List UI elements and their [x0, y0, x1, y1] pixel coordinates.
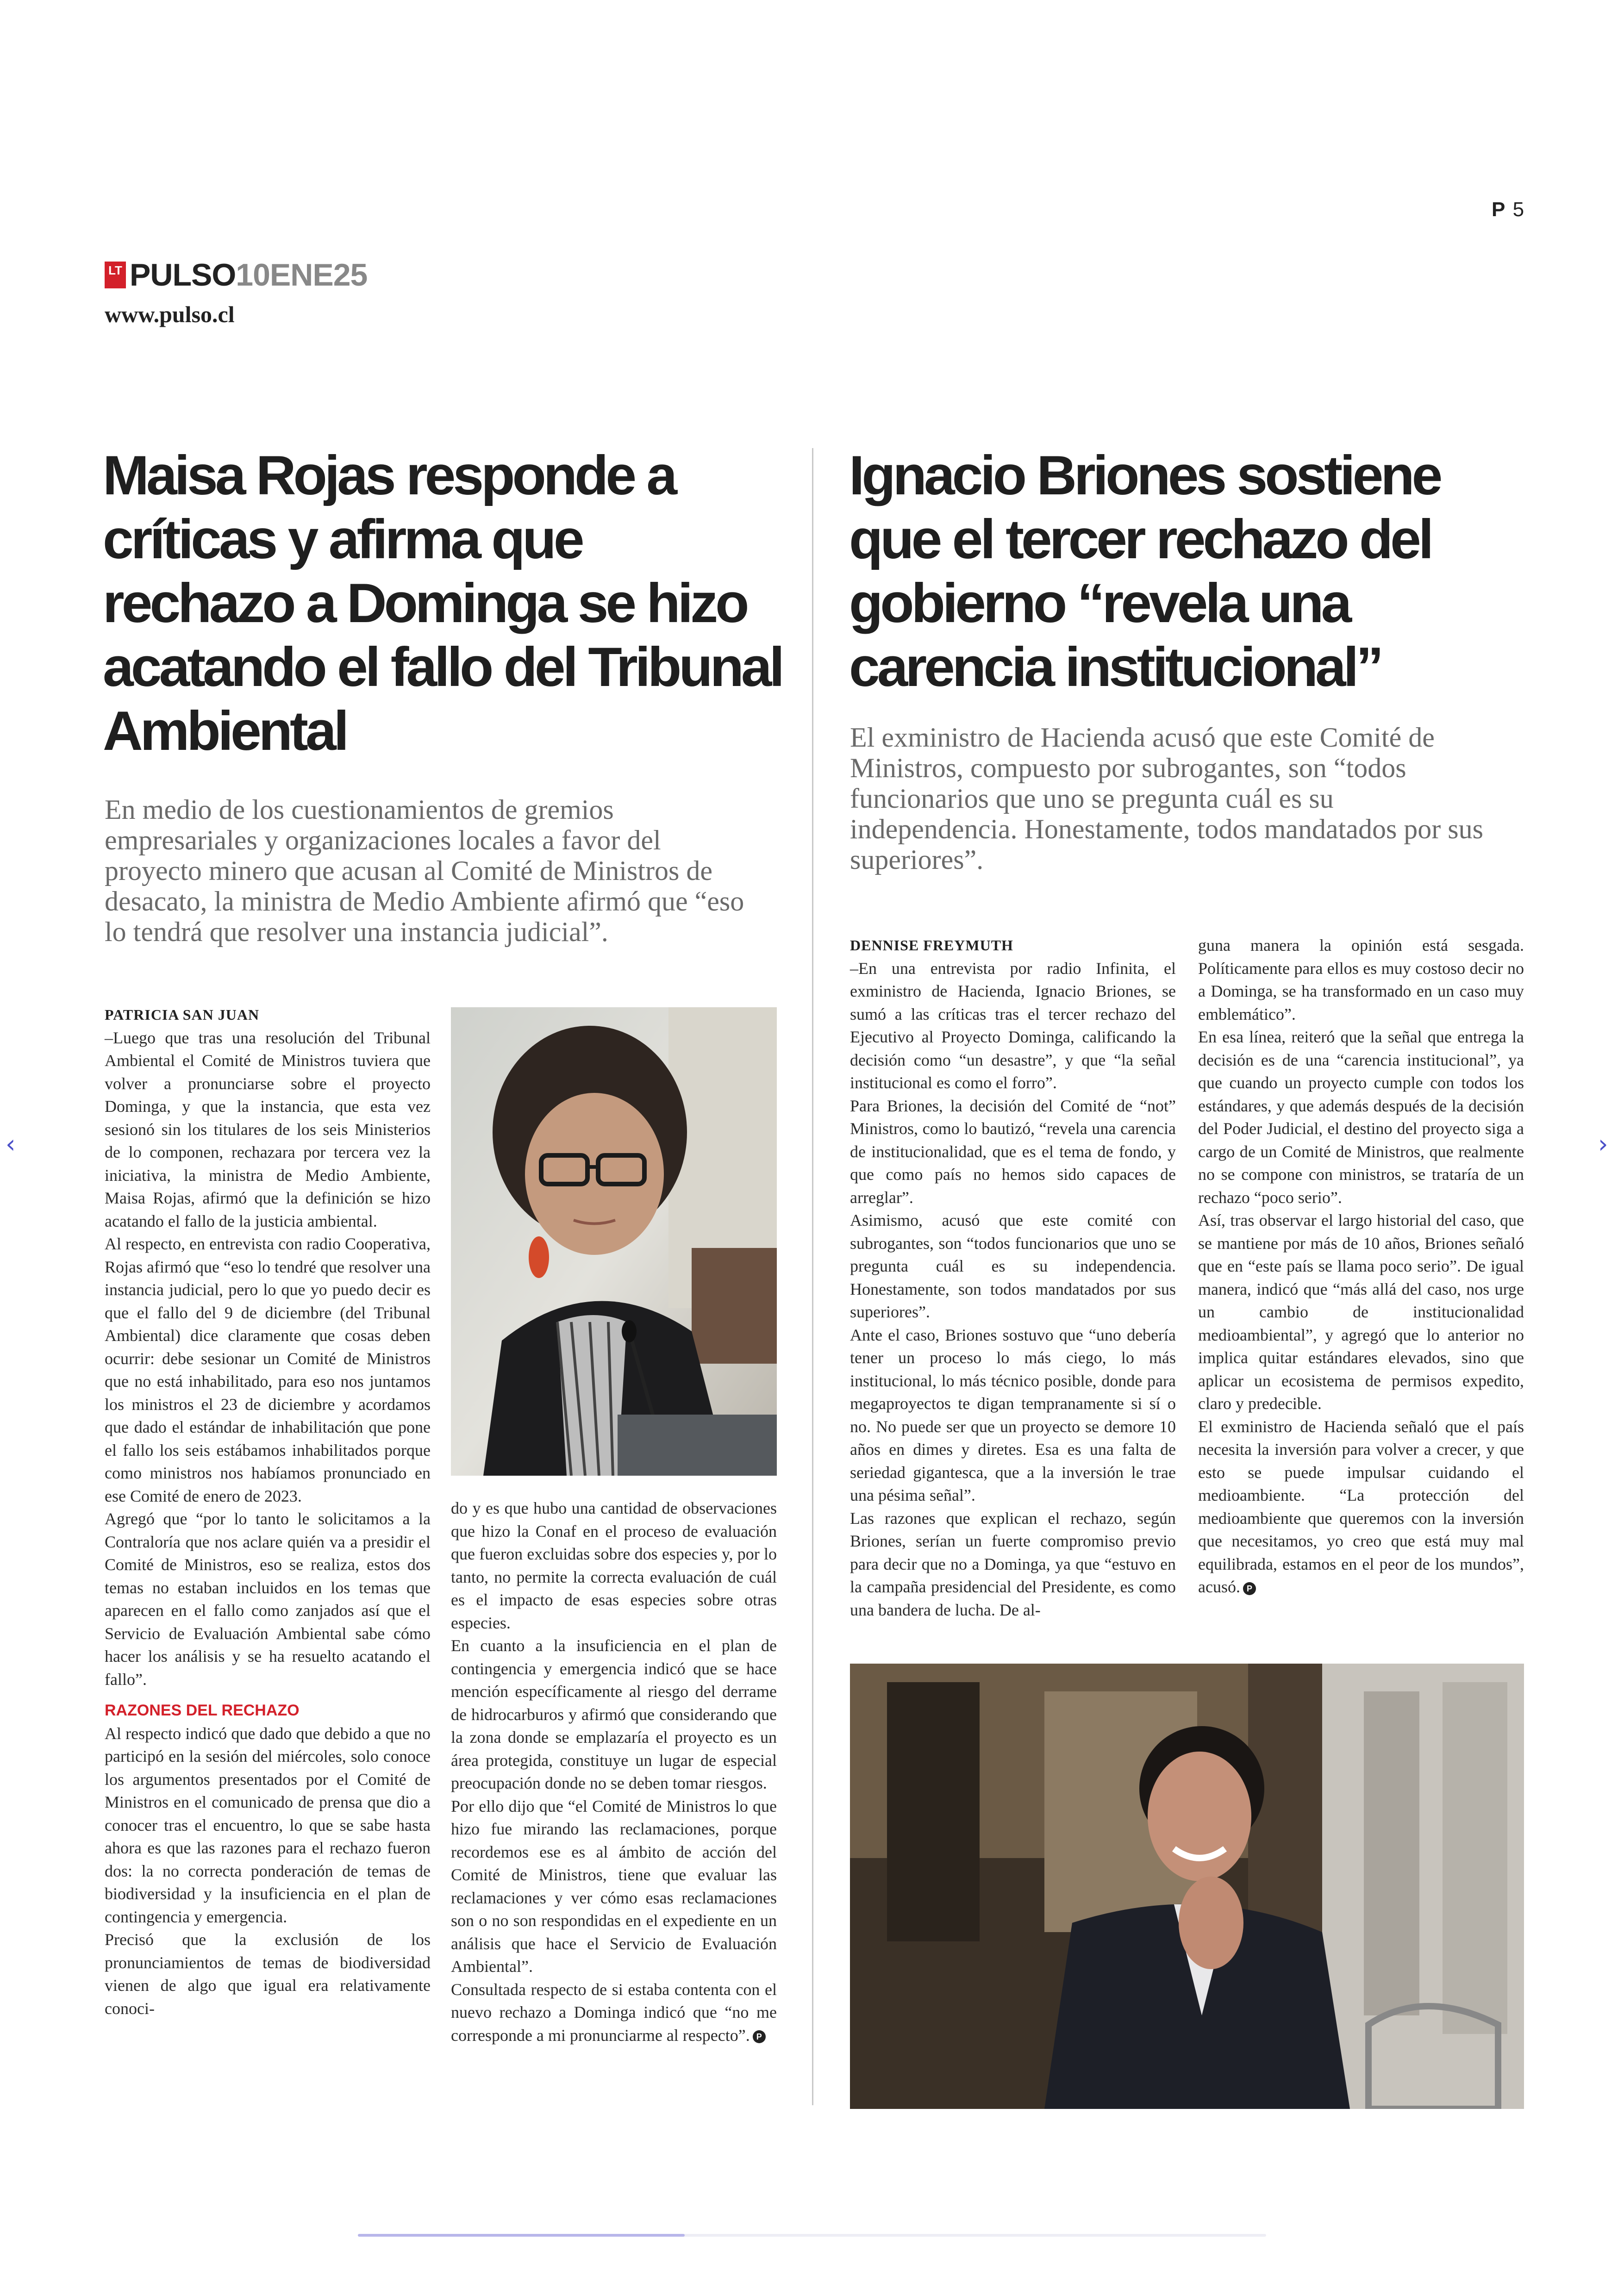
lt-logo	[105, 262, 126, 288]
left-paragraph: do y es que hubo una cantidad de observaciones que hizo la Conaf en el proceso de evaluación que fueron excluidas sobre dos especies y, por lo tanto, no permite la correcta evaluación de cuál es el impacto de esas especies sobre otras especies.	[451, 1499, 777, 1632]
right-byline: DENNISE FREYMUTH	[850, 937, 1013, 954]
left-subhead: RAZONES DEL RECHAZO	[105, 1702, 300, 1719]
ignacio-briones-photo-illustration	[850, 1664, 1524, 2109]
left-paragraph	[451, 1978, 777, 2047]
maisa-rojas-photo	[451, 1007, 777, 1476]
right-paragraph: guna manera la opinión está sesgada. Políticamente para ellos es muy costoso decir no a Dominga, se ha transformado en un caso muy emblemático”.	[1198, 936, 1524, 1023]
left-article-column-1	[105, 1004, 431, 2020]
right-paragraph: Así, tras observar el largo historial del caso, que se mantiene por más de 10 años, Briones señaló que en “este país se llama poco serio”. De igual manera, indicó que “más allá del caso, nos urge un cambio de institucionalidad medioambiental”, y agregó que lo anterior no implica quitar estándares elevados, sino que aplicar un ecosistema de permisos expedito, claro y predecible.	[1198, 1211, 1524, 1413]
page-prefix: P	[1492, 198, 1506, 221]
end-mark-icon: P	[1243, 1582, 1256, 1595]
chevron-right-icon[interactable]: ›	[1598, 1129, 1608, 1159]
masthead-name: PULSO	[130, 257, 236, 293]
left-paragraph: Al respecto, en entrevista con radio Cooperativa, Rojas afirmó que “eso lo tendré que resolver una instancia judicial, pero lo que yo puedo decir es que el fallo del 9 de diciembre (del Tribunal Ambiental) dice claramente que cosas deben ocurrir: debe sesionar un Comité de Ministros que no está inhabilitado, para eso nos juntamos los ministros el 23 de diciembre y acordamos que dado el estándar de inhabilitación que pone el fallo los seis estábamos inhabilitados porque como ministros nos habíamos pronunciado en ese Comité de enero de 2023.	[105, 1235, 431, 1505]
right-deck: El exministro de Hacienda acusó que este Comité de Ministros, compuesto por subrogantes, son “todos funcionarios que uno se pregunta cuál es su independencia. Honestamente, todos mandatados por sus superiores”.	[850, 722, 1483, 875]
right-article-column-1	[850, 934, 1176, 1621]
left-article-column-2	[451, 1497, 777, 2047]
right-paragraph: En esa línea, reiteró que la señal que entrega la decisión es de una “carencia institucional”, ya que cuando un proyecto cumple con todos los estándares, y que además después de la decisión del Poder Judicial, el destino del proyecto siga a cargo de un Comité de Ministros, que realmente no se compone con ministros, se trataría de un rechazo “poco serio”.	[1198, 1028, 1524, 1207]
right-paragraph: –En una entrevista por radio Infinita, el exministro de Hacienda, Ignacio Briones, se sumó a las críticas tras el tercer rechazo del Ejecutivo al Proyecto Dominga, calificando la decisión como “un desastre”, y que “la señal institucional es como el forro”.	[850, 959, 1176, 1092]
left-headline: Maisa Rojas responde a críticas y afirma que rechazo a Dominga se hizo acatando el fallo del Tribunal Ambiental	[103, 444, 782, 762]
left-paragraph: Al respecto indicó que dado que debido a que no participó en la sesión del miércoles, solo conoce los argumentos presentados por el Comité de Ministros en el comunicado de prensa que dio a conocer tras el encuentro, lo que se sabe hasta ahora es que las razones para el rechazo fueron dos: la no correcta ponderación de temas de biodiversidad y la insuficiencia en el plan de contingencia y emergencia.	[105, 1724, 431, 1926]
right-paragraph	[1198, 1416, 1524, 1599]
maisa-rojas-photo-illustration	[451, 1007, 777, 1476]
left-closing-text: Consultada respecto de si estaba contenta con el nuevo rechazo a Dominga indicó que “no me corresponde a mi pronunciarme al respecto”.	[451, 1980, 777, 2045]
left-paragraph: Por ello dijo que “el Comité de Ministros lo que hizo fue mirando las reclamaciones, porque recordemos ese es al ámbito de acción del Comité de Ministros, tiene que evaluar las reclamaciones y ver cómo esas reclamaciones son o no son respondidas en el expediente en un análisis que hace el Servicio de Evaluación Ambiental”.	[451, 1796, 777, 1976]
right-headline: Ignacio Briones sostiene que el tercer rechazo del gobierno “revela una carencia institucional”	[849, 444, 1440, 698]
left-paragraph: –Luego que tras una resolución del Tribunal Ambiental el Comité de Ministros tuviera que volver a pronunciarse sobre el proyecto Dominga, y que la instancia, que esta vez sesionó sin los titulares de los seis Ministerios de lo componen, rechazara por tercera vez la iniciativa, la ministra de Medio Ambiente, Maisa Rojas, afirmó que la definición se hizo acatando el fallo de la justicia ambiental.	[105, 1028, 431, 1230]
right-paragraph: Para Briones, la decisión del Comité de “not” Ministros, como lo bautizó, “revela una carencia de institucionalidad, que es el tema de fondo, y que como país no hemos sido capaces de arreglar”.	[850, 1096, 1176, 1207]
left-deck: En medio de los cuestionamientos de gremios empresariales y organizaciones locales a favor del proyecto minero que acusan al Comité de Ministros de desacato, la ministra de Medio Ambiente afirmó que “eso lo tendrá que resolver una instancia judicial”.	[105, 794, 744, 947]
left-paragraph: Precisó que la exclusión de los pronunciamientos de temas de biodiversidad vienen de algo que igual era relativamente conoci-	[105, 1930, 431, 2018]
right-paragraph: Asimismo, acusó que este comité con subrogantes, son “todos funcionarios que uno se pregunta cuál es su independencia. Honestamente, son todos mandatados por sus superiores”.	[850, 1211, 1176, 1321]
right-article-column-2	[1198, 934, 1524, 1599]
left-byline: PATRICIA SAN JUAN	[105, 1006, 260, 1023]
website-url: www.pulso.cl	[105, 301, 235, 327]
column-divider	[812, 448, 813, 2105]
masthead-date: 10ENE25	[236, 257, 368, 293]
left-paragraph: Agregó que “por lo tanto le solicitamos a la Contraloría que nos aclare quién va a presidir el Comité de Ministros, eso se realiza, estos dos temas no estaban incluidos en los temas que aparecen en el fallo como zanjados así que el Servicio de Evaluación Ambiental sabe cómo hacer los análisis y se ha resuelto acatando el fallo”.	[105, 1509, 431, 1689]
ignacio-briones-photo	[850, 1664, 1524, 2109]
lt-logo-text: LT	[108, 263, 122, 277]
chevron-left-icon[interactable]: ‹	[6, 1129, 16, 1159]
end-mark-icon: P	[753, 2030, 766, 2043]
right-paragraph: Las razones que explican el rechazo, según Briones, serían un fuerte compromiso previo para decir que no a Dominga, ya que “estuvo en la campaña presidencial del Presidente, es como una bandera de lucha. De al-	[850, 1509, 1176, 1619]
page-number	[1492, 198, 1525, 221]
right-closing-text: El exministro de Hacienda señaló que el país necesita la inversión para volver a crecer, y que esto se puede impulsar cuidando el medioambiente. “La protección del medioambiente que queremos con la inversión que necesitamos, yo creo que está muy mal equilibrada, estamos en el peor de los mundos”, acusó.	[1198, 1417, 1524, 1596]
left-paragraph: En cuanto a la insuficiencia en el plan de contingencia y emergencia indicó que se hace mención específicamente al riesgo del derrame de hidrocarburos y afirmó que considerando que la zona donde se emplazaría el proyecto es un área protegida, constituye un lugar de especial preocupación donde no se deben tomar riesgos.	[451, 1636, 777, 1792]
right-paragraph: Ante el caso, Briones sostuvo que “uno debería tener un proceso lo más ciego, lo más institucional, lo más técnico posible, donde para megaproyectos te digan tempranamente si sí o no. No puede ser que un proyecto se demore 10 años en dimes y diretes. Esa es una falta de seriedad gigantesca, que a la inversión le trae una pésima señal”.	[850, 1325, 1176, 1504]
masthead	[105, 258, 367, 292]
page-scroll-thumb[interactable]	[358, 2234, 685, 2237]
page-number-value: 5	[1512, 198, 1525, 221]
